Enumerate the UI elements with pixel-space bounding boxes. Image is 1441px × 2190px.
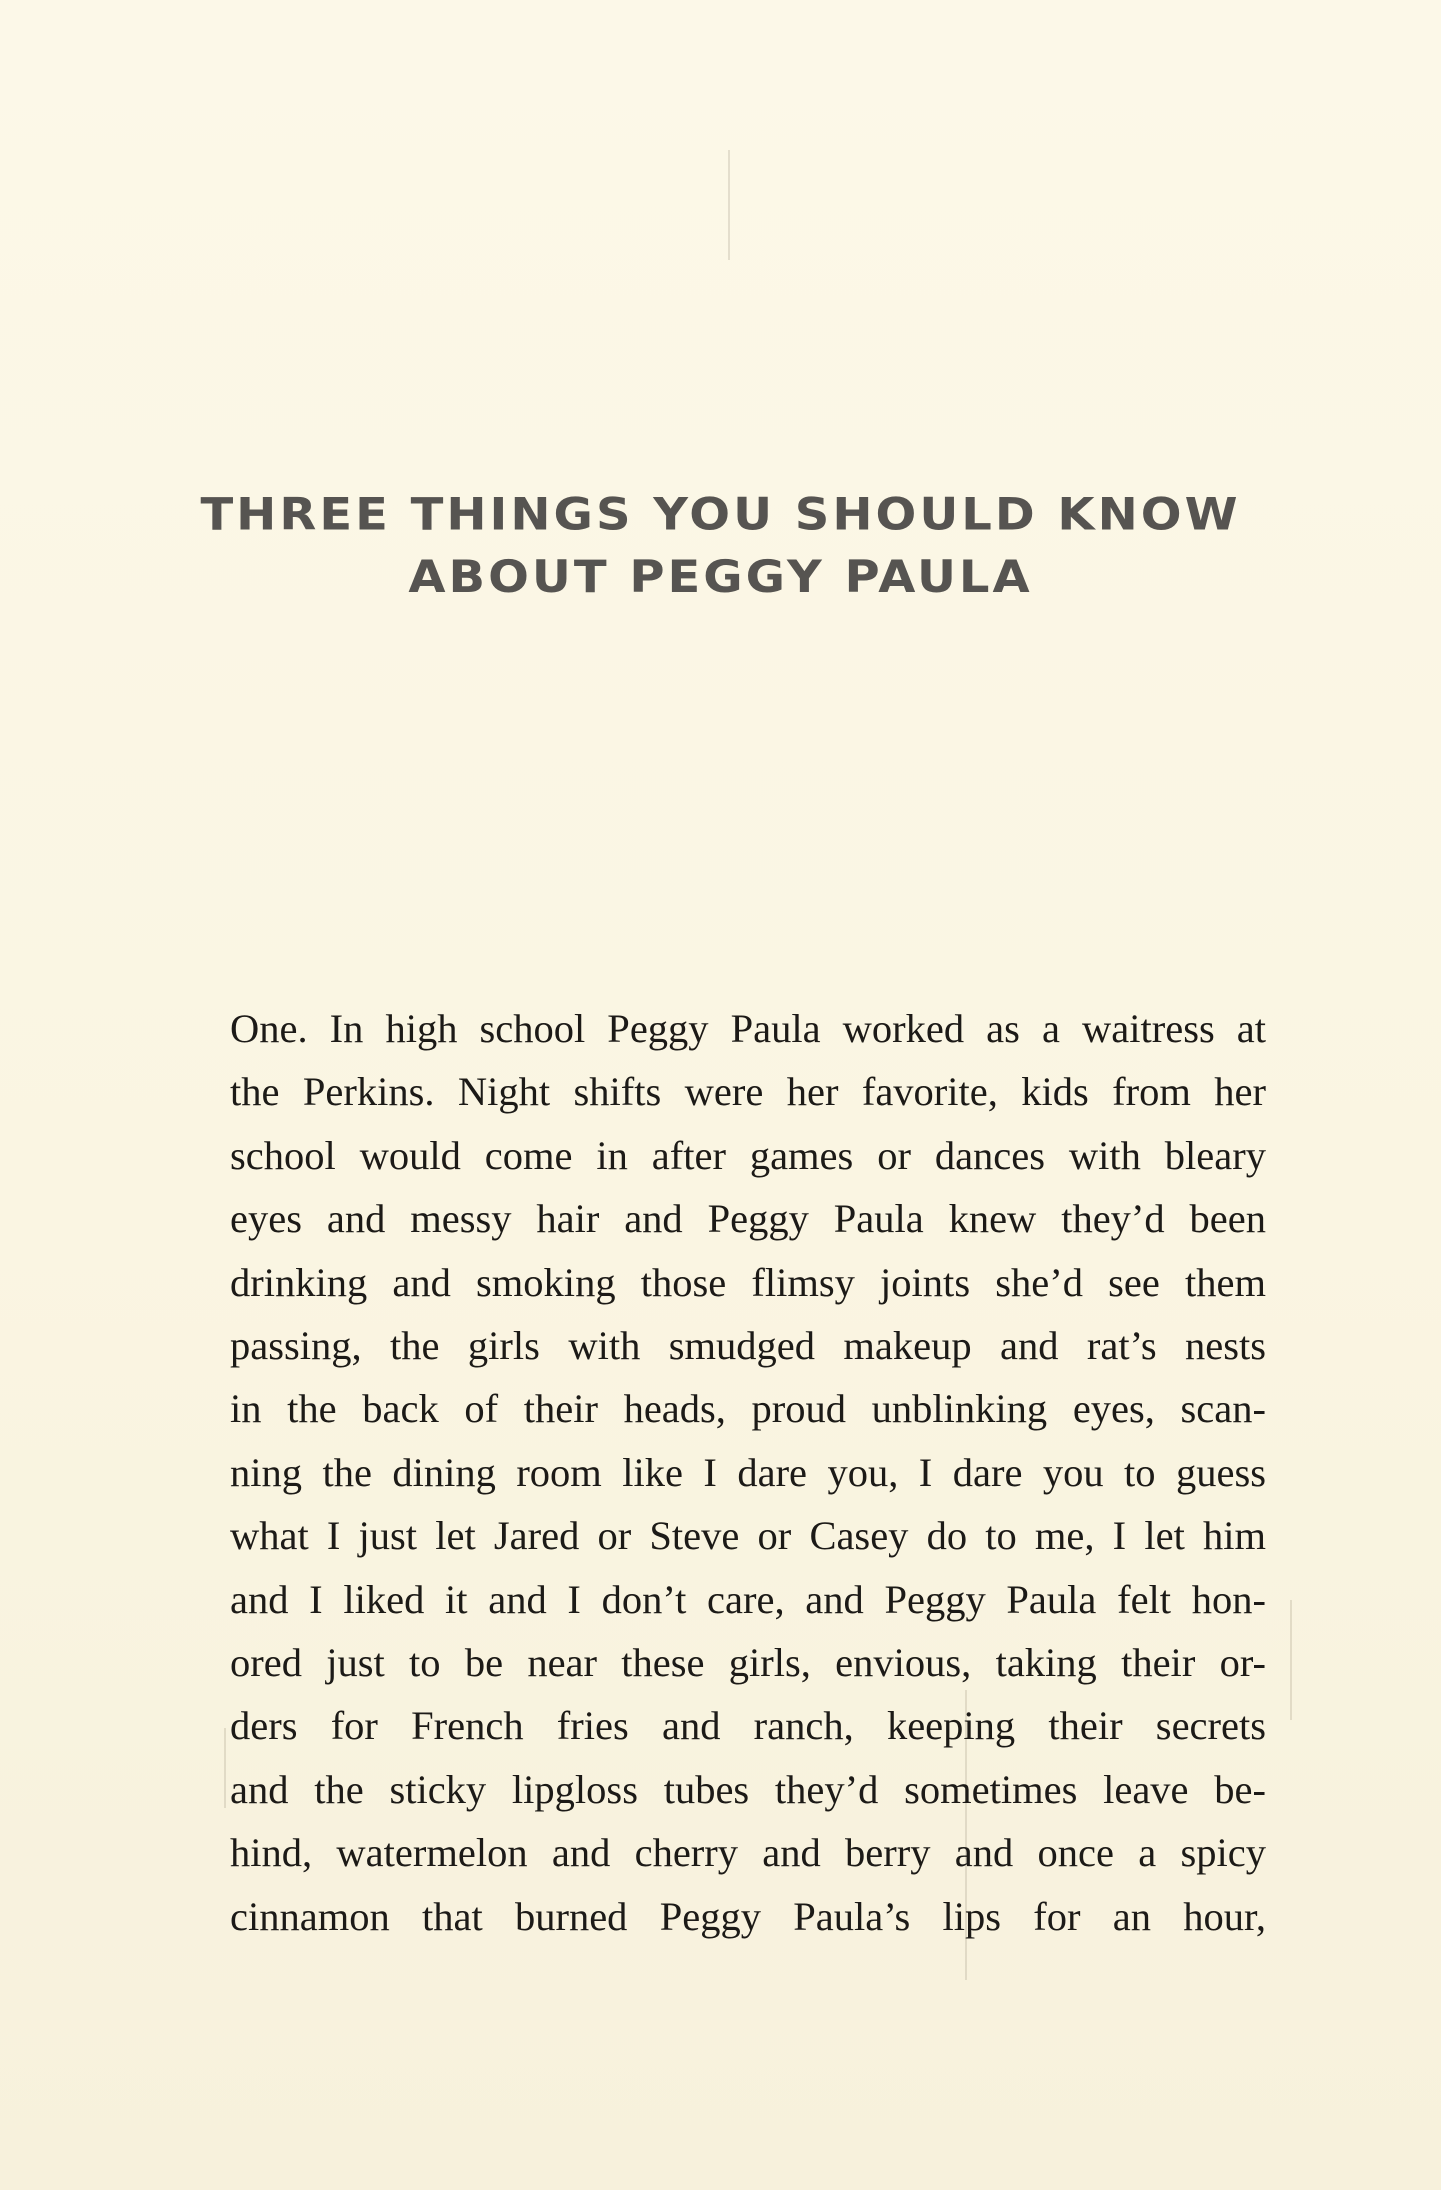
body-line: hind, watermelon and cherry and berry and once a spicy — [230, 1830, 1266, 1876]
body-line: in the back of their heads, proud unblinking eyes, scan- — [230, 1386, 1266, 1432]
body-line: drinking and smoking those flimsy joints she’d see them — [230, 1259, 1266, 1305]
body-line: passing, the girls with smudged makeup and rat’s nests — [230, 1323, 1266, 1369]
body-line: and the sticky lipgloss tubes they’d sometimes leave be- — [230, 1766, 1266, 1812]
chapter-title — [0, 483, 1441, 608]
body-line: cinnamon that burned Peggy Paula’s lips for an hour, — [230, 1893, 1266, 1939]
body-line: the Perkins. Night shifts were her favorite, kids from her — [230, 1069, 1266, 1115]
body-line: ders for French fries and ranch, keeping their secrets — [230, 1703, 1266, 1749]
scan-artifact-line — [728, 150, 730, 260]
body-line: and I liked it and I don’t care, and Peggy Paula felt hon- — [230, 1576, 1266, 1622]
chapter-title-line-2: ABOUT PEGGY PAULA — [408, 551, 1033, 604]
chapter-body-text — [230, 997, 1266, 1948]
body-line: what I just let Jared or Steve or Casey do to me, I let him — [230, 1513, 1266, 1559]
body-line: eyes and messy hair and Peggy Paula knew they’d been — [230, 1196, 1266, 1242]
scan-artifact-line — [224, 1728, 226, 1808]
scan-artifact-line — [1290, 1600, 1292, 1720]
body-line: school would come in after games or dances with bleary — [230, 1132, 1266, 1178]
body-line: ning the dining room like I dare you, I dare you to guess — [230, 1449, 1266, 1495]
chapter-title-line-1: THREE THINGS YOU SHOULD KNOW — [200, 488, 1241, 541]
body-line: ored just to be near these girls, envious, taking their or- — [230, 1640, 1266, 1686]
body-line: One. In high school Peggy Paula worked as a waitress at — [230, 1006, 1266, 1051]
